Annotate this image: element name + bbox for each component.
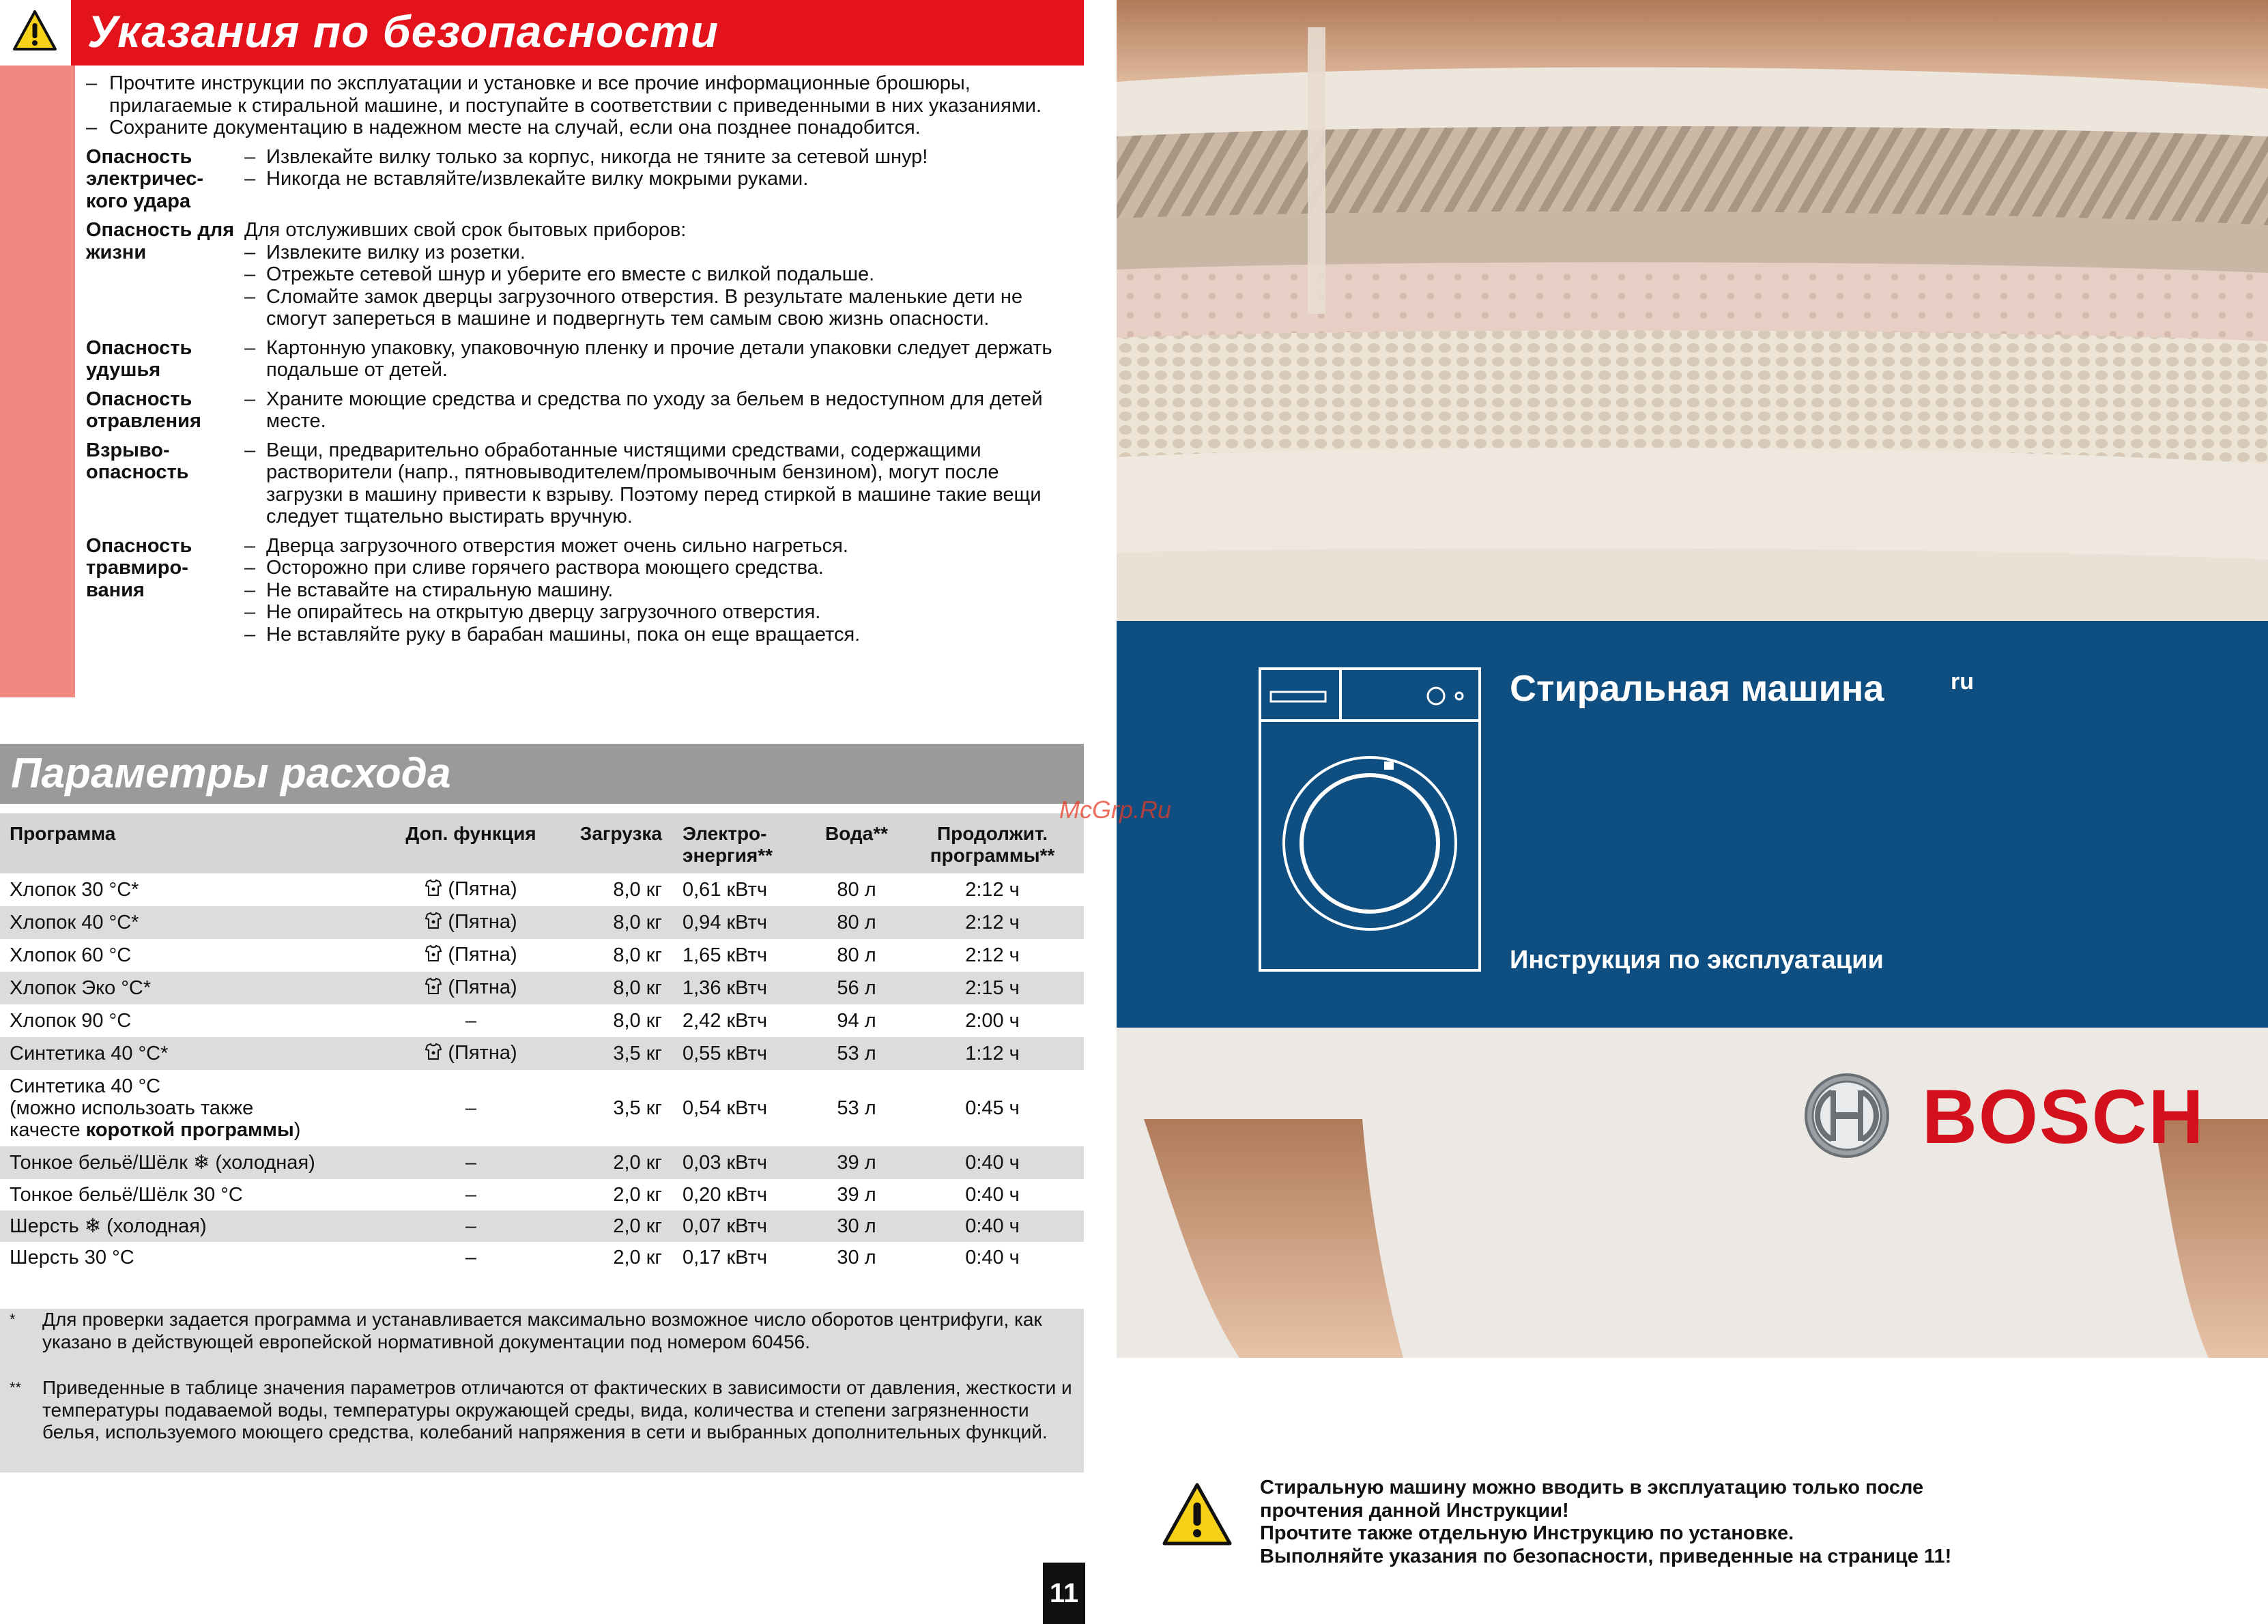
intro-item [86,117,1076,139]
dash: – [244,241,256,263]
cell-duration: 2:12 ч [965,944,1020,966]
col-water: Вода** [812,813,901,873]
cell-func [382,1179,560,1210]
hazard-label: Опасность для жизни [86,219,235,263]
table-header-row [0,813,1084,873]
cell-func [382,1146,560,1179]
program-bold: короткой программы [85,1119,294,1141]
cell-energy: 0,07 кВтч [683,1210,812,1242]
safety-intro [86,72,1076,139]
params-header [0,744,1084,804]
table-row [0,972,1084,1004]
cell-duration: 1:12 ч [901,1037,1084,1070]
hazard-text: Извлекайте вилку только за корпус, никогда не тяните за сетевой шнур! [266,145,928,168]
table-row [0,873,1084,906]
table-body [0,873,1084,1273]
cell-load: 8,0 кг [613,879,662,901]
func-text: (Пятна) [448,911,517,933]
func-text: – [465,1010,477,1032]
cell-duration: 2:12 ч [965,879,1020,901]
hazard-items [244,337,1076,381]
warning-icon-box [0,0,73,66]
cell-water: 39 л [812,1146,901,1179]
cell-water: 53 л [812,1037,901,1070]
dash: – [244,534,256,557]
cell-program [0,1070,382,1146]
footnote-1 [10,1309,1074,1353]
col-program: Программа [0,813,382,873]
cell-load: 8,0 кг [560,906,683,939]
program-line: Синтетика 40 °C [10,1075,161,1097]
cell-energy: 1,36 кВтч [683,972,812,1004]
hazard-text: Извлеките вилку из розетки. [266,241,526,263]
hazard-point [244,535,1076,557]
hazard-text: Картонную упаковку, упаковочную пленку и прочие детали упаковки следует держать подальше от детей. [266,336,1052,381]
left-page [0,0,1085,1624]
language-code: ru [1951,669,1974,695]
footnote-2 [10,1377,1074,1444]
washing-machine-icon [1257,666,1482,973]
cell-duration: 0:45 ч [965,1097,1020,1119]
notice-line: Прочтите также отдельную Инструкцию по установке. [1260,1522,1794,1544]
bottom-notice [1158,1477,2215,1579]
cover-panel [1117,621,2268,1028]
cell-energy: 0,03 кВтч [683,1146,812,1179]
cell-load: 8,0 кг [613,944,662,966]
hazard-point [244,337,1076,381]
hazard-text: Храните моющие средства и средства по уходу за бельем в недоступном для детей месте. [266,388,1043,432]
cell-duration: 2:12 ч [901,906,1084,939]
stain-shirt-icon [425,912,442,934]
col-load: Загрузка [560,813,683,873]
hazard-list [86,146,1076,646]
func-text: – [465,1152,477,1174]
table-row [0,939,1084,972]
hazard-point [244,557,1076,579]
program-post: ) [293,1119,301,1141]
hazard-label: Опасность удушья [86,336,192,381]
cell-func [382,1242,560,1273]
hazard-items [244,219,1076,330]
cell-duration: 0:40 ч [965,1247,1020,1268]
dash: – [244,623,256,646]
bosch-armature-icon [1799,1071,1895,1160]
table-row [0,1070,1084,1146]
hazard-point [244,439,1076,528]
notice-line: Выполняйте указания по безопасности, приведенные на странице 11! [1260,1545,1952,1567]
bosch-logo [1799,1071,2236,1160]
footnote-text: Приведенные в таблице значения параметров отличаются от фактических в зависимости от давления, жесткости и температуры подаваемой воды, температуры окружающей среды, вида, количества и степени загрязненности белья, используемого моющего средства, колебаний напряжения в сети и выбранных дополнительных функций. [42,1377,1072,1442]
table-row [0,1210,1084,1242]
cell-water: 56 л [812,972,901,1004]
cell-energy: 2,42 кВтч [683,1010,767,1032]
cell-load: 2,0 кг [613,1247,662,1268]
table-row [0,1146,1084,1179]
cell-load: 8,0 кг [613,1010,662,1032]
cell-water: 39 л [837,1184,876,1206]
func-text: – [465,1184,477,1206]
dash: – [244,145,256,168]
table-row [0,1179,1084,1210]
func-text: (Пятна) [448,944,517,966]
product-title: Стиральная машина [1510,668,1884,709]
cell-energy: 0,61 кВтч [683,879,767,901]
cell-duration: 0:40 ч [901,1210,1084,1242]
dash: – [244,557,256,579]
cell-program: Шерсть 30 °C [10,1247,134,1268]
cell-func [382,1037,560,1070]
intro-item [86,72,1076,117]
table-row [0,1004,1084,1037]
cell-func [382,939,560,972]
right-page [1117,0,2268,1624]
cell-program: Хлопок 90 °C [10,1010,132,1032]
dash: – [244,263,256,285]
hazard-items [244,146,1076,213]
dash: – [244,388,256,410]
hazard-items [244,439,1076,528]
hazard-label: Опасность электричес-кого удара [86,145,204,212]
hazard-text: Отрежьте сетевой шнур и уберите его вместе с вилкой подальше. [266,263,875,285]
stain-shirt-icon [425,879,442,901]
program-line [10,1119,382,1141]
consumption-table [0,813,1084,1273]
func-text: (Пятна) [448,878,517,901]
cell-water: 80 л [812,906,901,939]
col-energy: Электро-энергия** [683,813,812,873]
hazard-point [244,146,1076,169]
hazard-label: Опасность травмиро-вания [86,534,192,601]
cell-load: 3,5 кг [613,1097,662,1119]
col-func: Доп. функция [382,813,560,873]
warning-icon [1162,1482,1233,1546]
cell-load: 2,0 кг [613,1184,662,1206]
cell-energy: 0,17 кВтч [683,1247,767,1268]
safety-side-strip [0,66,75,697]
cell-load: 2,0 кг [560,1146,683,1179]
cell-program: Хлопок 30 °C* [10,879,139,901]
hazard-text: Никогда не вставляйте/извлекайте вилку мокрыми руками. [266,168,809,190]
hazard-item [86,439,1076,528]
cell-program: Тонкое бельё/Шёлк 30 °C [10,1184,243,1206]
dash: – [244,336,256,359]
table-row [0,1242,1084,1273]
cell-duration: 0:40 ч [901,1146,1084,1179]
cell-func [382,1004,560,1037]
func-text: – [465,1215,477,1237]
hazard-items [244,535,1076,646]
cell-duration: 0:40 ч [965,1184,1020,1206]
cell-func [382,906,560,939]
safety-body [86,72,1076,646]
cell-energy: 0,54 кВтч [683,1097,767,1119]
hazard-text: Не вставляйте руку в барабан машины, пока он еще вращается. [266,623,861,646]
hazard-text: Вещи, предварительно обработанные чистящими средствами, содержащими растворители (напр., пятновыводителем/промывочным бензином), могут после загрузки в машину привести к взрыву. Поэтому перед стиркой в машине такие вещи следует тщательно выстирать вручную. [266,439,1042,527]
dash: – [244,601,256,623]
hazard-text: Не вставайте на стиральную машину. [266,579,614,601]
brand-name: BOSCH [1922,1074,2205,1159]
hazard-point [244,286,1076,330]
cell-water: 30 л [837,1247,876,1268]
params-title: Параметры расхода [11,750,451,797]
notice-line: Стиральную машину можно вводить в эксплуатацию только после [1260,1477,1924,1498]
cell-program: Хлопок 60 °C [10,944,132,966]
hazard-lead: Для отслуживших свой срок бытовых приборов: [244,219,687,241]
hazard-items [244,388,1076,433]
func-text: – [465,1247,477,1268]
func-text: (Пятна) [448,1042,517,1064]
dash: – [244,285,256,308]
footnotes [0,1309,1084,1473]
intro-text: Сохраните документацию в надежном месте на случай, если она позднее понадобится. [109,117,921,139]
cell-func [382,1070,560,1146]
dash: – [244,439,256,461]
hazard-point [244,601,1076,624]
cell-energy: 1,65 кВтч [683,944,767,966]
hazard-text: Осторожно при сливе горячего раствора моющего средства. [266,557,824,579]
hazard-point [244,263,1076,286]
safety-title: Указания по безопасности [87,6,719,57]
cell-water: 53 л [837,1097,876,1119]
dash: – [244,168,256,190]
footnote-text: Для проверки задается программа и устанавливается максимально возможное число оборотов центрифуги, как указано в действующей европейской нормативной документации под номером 60456. [42,1309,1042,1352]
cell-energy: 0,20 кВтч [683,1184,767,1206]
hazard-item [86,146,1076,213]
cell-func [382,873,560,906]
program-pre: качесте [10,1119,86,1141]
hazard-point [244,242,1076,264]
cell-program: Синтетика 40 °C* [0,1037,382,1070]
hazard-item [86,337,1076,381]
stain-shirt-icon [425,977,442,1000]
stain-shirt-icon [425,1043,442,1065]
hazard-text: Дверца загрузочного отверстия может очень сильно нагреться. [266,534,848,557]
hazard-point [244,388,1076,433]
dash: – [244,579,256,601]
footnote-mark: * [10,1311,16,1328]
cell-program: Шерсть ❄ (холодная) [0,1210,382,1242]
cell-water: 80 л [837,944,876,966]
dash: – [86,72,98,94]
cell-program: Хлопок Эко °C* [0,972,382,1004]
watermark: McGrp.Ru [1059,796,1172,824]
cell-duration: 2:15 ч [901,972,1084,1004]
cell-water: 30 л [812,1210,901,1242]
hazard-label: Взрыво-опасность [86,439,189,483]
hazard-label: Опасность отравления [86,388,201,432]
func-text: (Пятна) [448,976,517,999]
cell-program: Тонкое бельё/Шёлк ❄ (холодная) [0,1146,382,1179]
intro-text: Прочтите инструкции по эксплуатации и установке и все прочие информационные брошюры, прилагаемые к стиральной машине, и поступайте в соответствии с приведенными в них указаниями. [109,72,1042,117]
stain-shirt-icon [425,944,442,967]
notice-line: прочтения данной Инструкции! [1260,1499,1569,1522]
col-duration: Продолжит. программы** [901,813,1084,873]
hazard-point [244,168,1076,190]
cell-program: Хлопок 40 °C* [0,906,382,939]
table-row [0,906,1084,939]
cell-duration: 2:00 ч [965,1010,1020,1032]
hazard-text: Не опирайтесь на открытую дверцу загрузочного отверстия. [266,601,821,623]
cell-energy: 0,94 кВтч [683,906,812,939]
page-number: 11 [1043,1563,1085,1624]
cell-water: 94 л [837,1010,876,1032]
product-subtitle: Инструкция по эксплуатации [1510,946,1884,974]
cell-func [382,1210,560,1242]
footnote-mark: ** [10,1379,22,1396]
table-row [0,1037,1084,1070]
program-line: (можно использоать также [10,1097,254,1119]
notice-text [1260,1477,2215,1568]
safety-header [0,0,1084,66]
hazard-point [244,579,1076,602]
cell-water: 80 л [837,879,876,901]
hazard-point [244,624,1076,646]
cell-func [382,972,560,1004]
cell-load: 3,5 кг [560,1037,683,1070]
warning-icon [12,10,57,52]
hazard-item [86,219,1076,330]
cell-load: 8,0 кг [560,972,683,1004]
cell-energy: 0,55 кВтч [683,1037,812,1070]
hazard-text: Сломайте замок дверцы загрузочного отверстия. В результате маленькие дети не смогут запереться в машине и подвергнуть тем самым свою жизнь опасности. [266,285,1023,330]
dash: – [86,117,98,139]
hazard-item [86,535,1076,646]
hazard-item [86,388,1076,433]
cell-load: 2,0 кг [560,1210,683,1242]
func-text: – [465,1097,477,1119]
